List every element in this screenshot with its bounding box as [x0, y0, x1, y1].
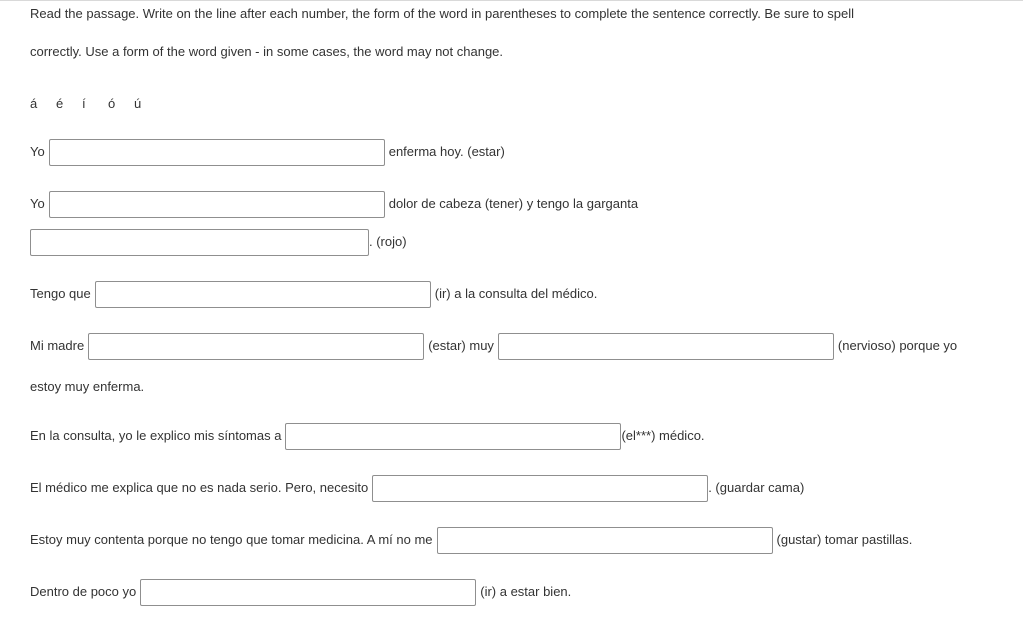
accent-i-button[interactable]: í — [82, 96, 86, 111]
question-4-suffix: (ir) a la consulta del médico. — [434, 286, 598, 301]
question-6-prefix: En la consulta, yo le explico mis síntomas a — [30, 428, 282, 443]
question-9-suffix: (ir) a estar bien. — [480, 584, 572, 599]
question-6 — [30, 421, 705, 451]
answer-1-input[interactable] — [49, 139, 385, 166]
question-5-continuation: estoy muy enferma. — [30, 379, 145, 394]
instructions-line-1: Read the passage. Write on the line after each number, the form of the word in parentheses to complete the sentence correctly. Be sure to spell — [30, 6, 855, 21]
accent-toolbar — [30, 96, 160, 112]
question-7-prefix: El médico me explica que no es nada serio. Pero, necesito — [30, 480, 369, 495]
question-1-suffix: enferma hoy. (estar) — [388, 144, 505, 159]
question-1-prefix: Yo — [30, 144, 45, 159]
question-4-prefix: Tengo que — [30, 286, 91, 301]
accent-o-button[interactable]: ó — [108, 96, 116, 111]
answer-2-input[interactable] — [49, 191, 385, 218]
question-5-prefix: Mi madre — [30, 338, 85, 353]
question-9-prefix: Dentro de poco yo — [30, 584, 137, 599]
question-2-suffix: dolor de cabeza (tener) y tengo la garganta — [388, 196, 639, 211]
question-5-suffix: (nervioso) porque yo — [837, 338, 958, 353]
accent-a-button[interactable]: á — [30, 96, 38, 111]
question-8-suffix: (gustar) tomar pastillas. — [776, 532, 913, 547]
accent-u-button[interactable]: ú — [134, 96, 142, 111]
question-1 — [30, 137, 505, 167]
question-8-prefix: Estoy muy contenta porque no tengo que tomar medicina. A mí no me — [30, 532, 433, 547]
answer-8-input[interactable] — [437, 527, 773, 554]
question-2 — [30, 189, 638, 219]
question-3 — [30, 227, 407, 257]
question-3-suffix: . (rojo) — [369, 234, 407, 249]
question-5-middle: (estar) muy — [428, 338, 494, 353]
answer-4-input[interactable] — [95, 281, 431, 308]
answer-5a-input[interactable] — [88, 333, 424, 360]
answer-3-input[interactable] — [30, 229, 369, 256]
answer-9-input[interactable] — [140, 579, 476, 606]
top-divider — [0, 0, 1023, 1]
question-6-suffix: (el***) médico. — [621, 428, 705, 443]
answer-7-input[interactable] — [372, 475, 708, 502]
question-9 — [30, 577, 571, 607]
question-2-prefix: Yo — [30, 196, 45, 211]
instructions-line-2: correctly. Use a form of the word given - in some cases, the word may not change. — [30, 44, 504, 59]
accent-e-button[interactable]: é — [56, 96, 64, 111]
question-5 — [30, 331, 957, 361]
question-4 — [30, 279, 597, 309]
question-7 — [30, 473, 804, 503]
question-7-suffix: . (guardar cama) — [708, 480, 805, 495]
question-8 — [30, 525, 912, 555]
answer-5b-input[interactable] — [498, 333, 834, 360]
answer-6-input[interactable] — [285, 423, 621, 450]
